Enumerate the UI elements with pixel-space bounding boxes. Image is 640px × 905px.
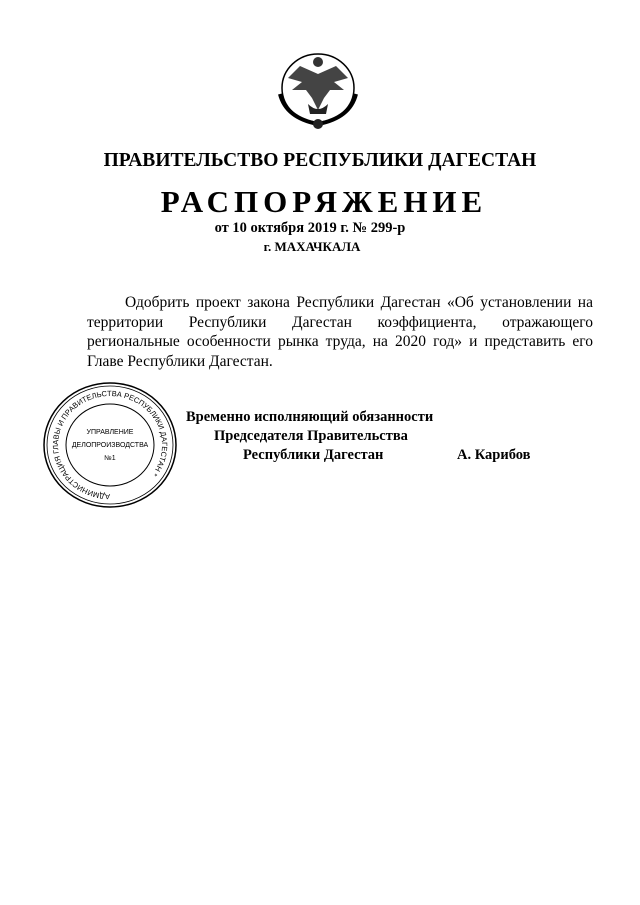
signatory-title-line-2: Председателя Правительства (214, 428, 408, 444)
signatory-name: А. Карибов (457, 447, 531, 463)
signatory-title-line-1: Временно исполняющий обязанности (186, 409, 434, 425)
order-body-text: Одобрить проект закона Республики Дагестан «Об установлении на территории Республики Дагестан коэффициента, отражающего региональные особенности рынка труда, на 2020 год» и представить его Главе Республики Дагестан. (87, 294, 593, 370)
city: г. МАХАЧКАЛА (263, 239, 361, 254)
official-stamp (40, 380, 180, 510)
dagestan-coat-of-arms-emblem (266, 48, 370, 130)
signatory-title-line-3: Республики Дагестан (243, 447, 384, 463)
stamp-inner-line-3: №1 (104, 455, 116, 462)
stamp-inner-line-2: ДЕЛОПРОИЗВОДСТВА (71, 442, 149, 449)
date-and-number: от 10 октября 2019 г. № 299-р (214, 220, 406, 236)
government-name-heading: ПРАВИТЕЛЬСТВО РЕСПУБЛИКИ ДАГЕСТАН (103, 150, 537, 171)
document-type-title: РАСПОРЯЖЕНИЕ (160, 184, 488, 219)
stamp-inner-line-1: УПРАВЛЕНИЕ (86, 429, 134, 436)
stamp-ring-text: АДМИНИСТРАЦИЯ ГЛАВЫ И ПРАВИТЕЛЬСТВА РЕСПУБЛИКИ ДАГЕСТАН * (50, 388, 170, 502)
